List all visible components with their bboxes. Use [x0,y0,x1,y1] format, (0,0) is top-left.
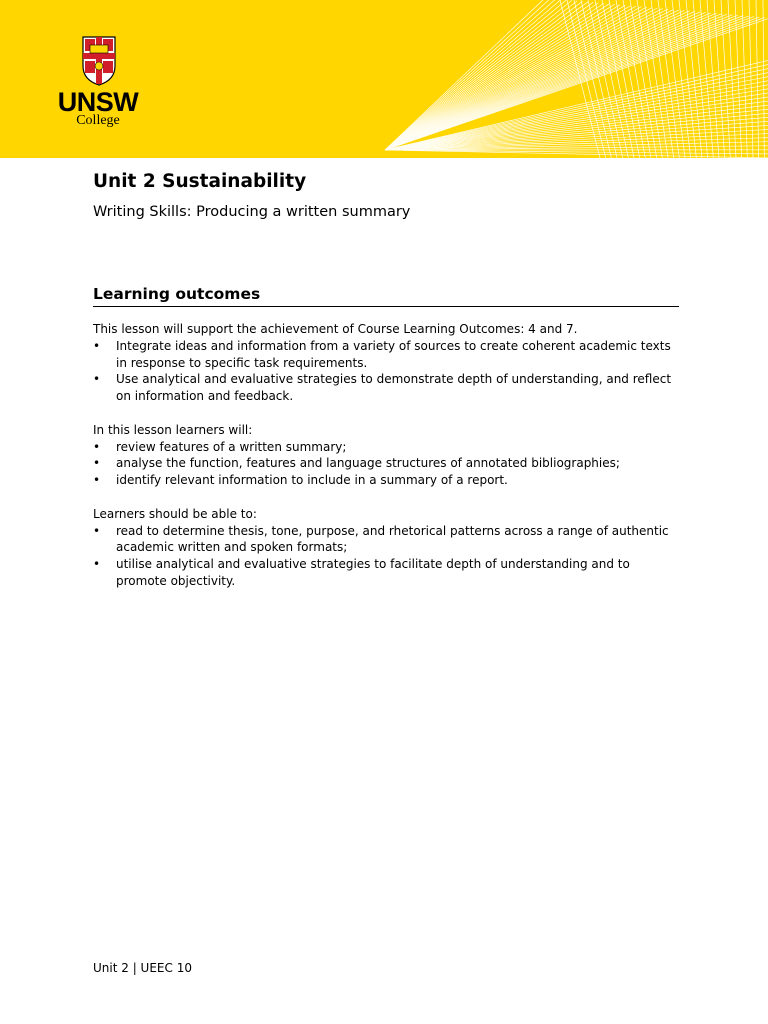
abilities-block [93,506,679,590]
header-banner [0,0,768,158]
section-heading-learning-outcomes: Learning outcomes [93,285,261,303]
course-outcomes-list [93,338,679,405]
lesson-goals-list [93,439,679,489]
lesson-goals-intro: In this lesson learners will: [93,422,253,437]
learning-outcomes-content [93,321,679,607]
list-item: • utilise analytical and evaluative strategies to facilitate depth of understanding and to promote objectivity. [93,556,679,590]
section-divider [93,306,679,307]
list-item: • review features of a written summary; [93,439,679,456]
list-item: • read to determine thesis, tone, purpose, and rhetorical patterns across a range of authentic academic written and spoken formats; [93,523,679,557]
list-item: • Use analytical and evaluative strategies to demonstrate depth of understanding, and reflect on information and feedback. [93,371,679,405]
lesson-goals-block [93,422,679,489]
course-outcomes-intro: This lesson will support the achievement of Course Learning Outcomes: 4 and 7. [93,322,578,336]
course-outcomes-block [93,321,679,405]
logo-wordmark: UNSW [57,87,139,117]
page-footer: Unit 2 | UEEC 10 [93,961,192,975]
page-title: Unit 2 Sustainability [93,171,307,192]
page-subtitle: Writing Skills: Producing a written summary [93,204,411,220]
list-item: • identify relevant information to include in a summary of a report. [93,472,679,489]
university-crest-icon [82,36,116,86]
unsw-college-logo [56,36,146,132]
list-item: • Integrate ideas and information from a variety of sources to create coherent academic texts in response to specific task requirements. [93,338,679,372]
abilities-list [93,523,679,590]
logo-subtext: College [76,113,120,128]
list-item: • analyse the function, features and language structures of annotated bibliographies; [93,455,679,472]
abilities-intro: Learners should be able to: [93,506,257,521]
